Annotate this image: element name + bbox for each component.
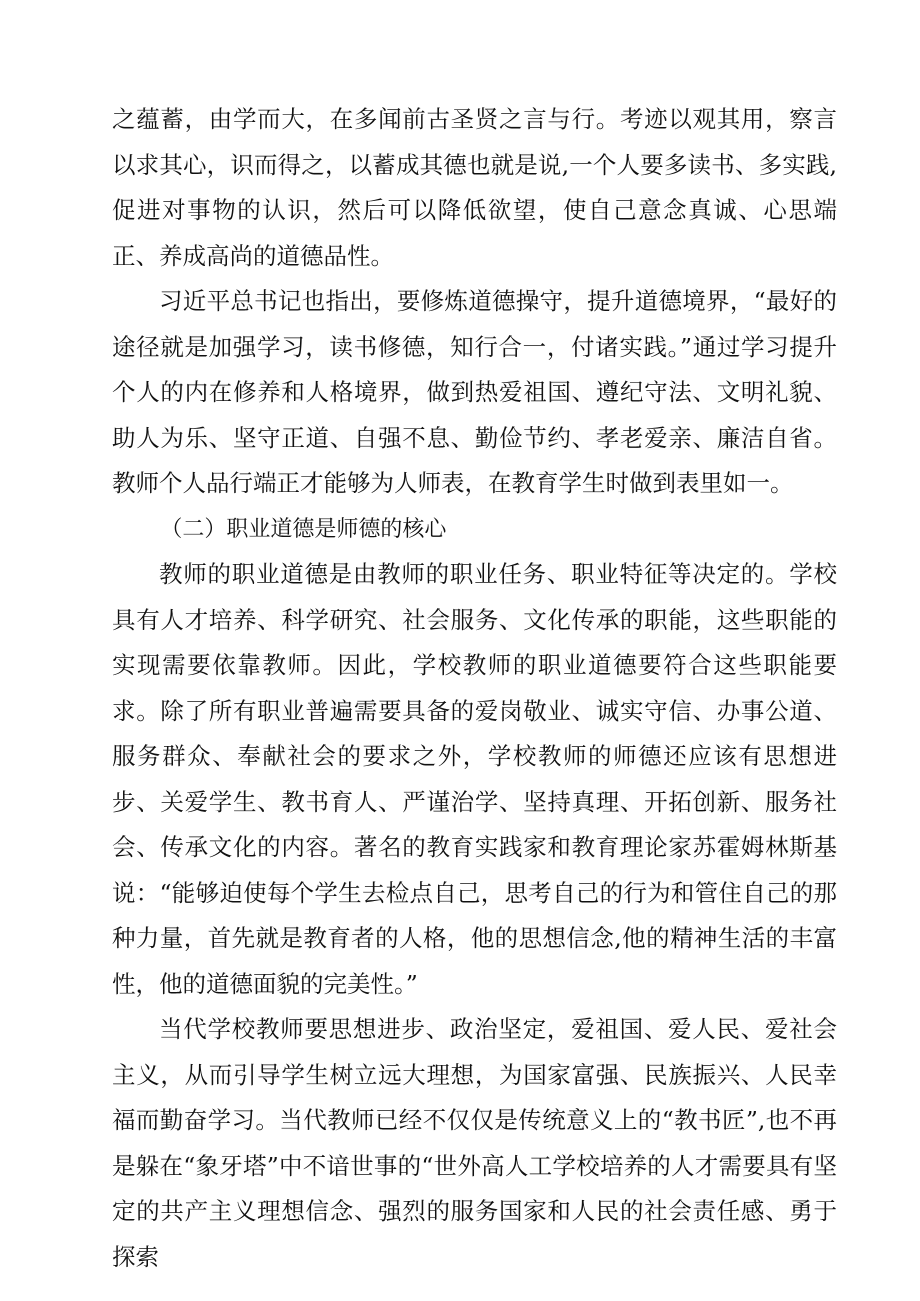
paragraph-xi-quote: 习近平总书记也指出，要修炼道德操守，提升道德境界，“最好的途径就是加强学习，读书修德，知行合一，付诸实践。”通过学习提升个人的内在修养和人格境界，做到热爱祖国、遵纪守法、文明礼貌、助人为乐、坚守正道、自强不息、勤俭节约、孝老爱亲、廉洁自省。教师个人品行端正才能够为人师表，在教育学生时做到表里如一。 — [112, 287, 837, 497]
document-body — [112, 97, 837, 1280]
section-heading: （二）职业道德是师德的核心 — [160, 516, 447, 542]
paragraph-contemporary-teachers: 当代学校教师要思想进步、政治坚定，爱祖国、爱人民、爱社会主义，从而引导学生树立远大理想，为国家富强、民族振兴、人民幸福而勤奋学习。当代教师已经不仅仅是传统意义上的“教书匠”,也不再是躲在“象牙塔”中不谙世事的“世外高人工学校培养的人才需要具有坚定的共产主义理想信念、强烈的服务国家和人民的社会责任感、勇于探索 — [112, 1015, 837, 1271]
paragraph-professional-ethics: 教师的职业道德是由教师的职业任务、职业特征等决定的。学校具有人才培养、科学研究、社会服务、文化传承的职能，这些职能的实现需要依靠教师。因此，学校教师的职业道德要符合这些职能要求。除了所有职业普遍需要具备的爱岗敬业、诚实守信、办事公道、服务群众、奉献社会的要求之外，学校教师的师德还应该有思想进步、关爱学生、教书育人、严谨治学、坚持真理、开拓创新、服务社会、传承文化的内容。著名的教育实践家和教育理论家苏霍姆林斯基说：“能够迫使每个学生去检点自己，思考自己的行为和管住自己的那种力量，首先就是教育者的人格，他的思想信念,他的精神生活的丰富性，他的道德面貌的完美性。” — [112, 560, 837, 998]
paragraph-continued: 之蕴蓄，由学而大，在多闻前古圣贤之言与行。考迹以观其用，察言以求其心，识而得之，以蓄成其德也就是说,一个人要多读书、多实践,促进对事物的认识，然后可以降低欲望，使自己意念真诚、心思端正、养成高尚的道德品性。 — [112, 105, 837, 270]
